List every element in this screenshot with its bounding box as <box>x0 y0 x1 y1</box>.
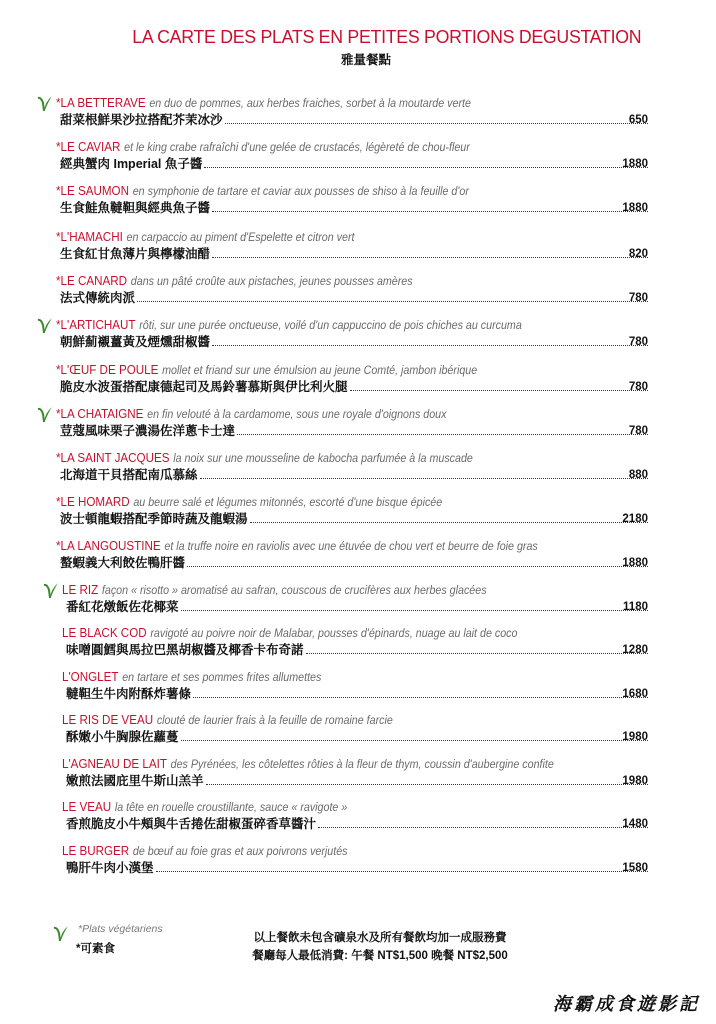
menu-item <box>0 800 716 840</box>
dish-chinese-name: 嫩煎法國庇里牛斯山羔羊 <box>66 774 204 788</box>
notes <box>210 929 550 965</box>
menu-subtitle: 雅量餐點 <box>340 53 391 67</box>
menu-item <box>0 363 716 403</box>
dish-name: L'AGNEAU DE LAIT <box>62 757 167 771</box>
dish-chinese-name: 波士頓龍蝦搭配季節時蔬及龍蝦湯 <box>60 512 248 526</box>
dish-name: *LA SAINT JACQUES <box>56 451 170 465</box>
leaf-icon <box>36 405 54 425</box>
dish-chinese-name: 韃靼生牛肉附酥炸薯條 <box>66 687 192 701</box>
dot-leader <box>206 784 648 785</box>
minimum-spend-note: 餐廳每人最低消費: 午餐 NT$1,500 晚餐 NT$2,500 <box>252 950 508 962</box>
menu-item <box>0 713 716 753</box>
menu-item <box>0 407 716 447</box>
dot-leader <box>212 211 648 212</box>
dish-price: 880 <box>628 469 648 481</box>
dish-description: des Pyrénées, les côtelettes rôties à la fleur de thym, coussin d'aubergine confite <box>170 759 554 771</box>
dish-price: 780 <box>628 381 648 393</box>
dot-leader <box>137 301 648 302</box>
menu-item <box>0 451 716 491</box>
service-charge-note: 以上餐飲未包含礦泉水及所有餐飲均加一成服務費 <box>253 932 507 944</box>
menu-item <box>0 670 716 710</box>
menu-item <box>0 626 716 666</box>
leaf-icon <box>52 924 70 944</box>
dish-chinese-name: 朝鮮薊襯薑黃及煙燻甜椒醬 <box>60 335 211 349</box>
dish-price: 650 <box>628 114 648 126</box>
menu-item <box>0 539 716 579</box>
dish-description: au beurre salé et légumes mitonnés, escorté d'une bisque épicée <box>133 497 443 509</box>
dish-description: en tartare et ses pommes frites allumettes <box>122 672 322 684</box>
dish-chinese-name: 經典蟹肉 Imperial 魚子醬 <box>60 157 203 171</box>
dot-leader <box>212 345 648 346</box>
dish-name: LE BLACK COD <box>62 626 147 640</box>
leaf-icon <box>36 316 54 336</box>
dish-description: la noix sur une mousseline de kabocha parfumée à la muscade <box>173 453 473 465</box>
menu-item <box>0 96 716 136</box>
menu-item <box>0 140 716 180</box>
dish-description: en symphonie de tartare et caviar aux pousses de shiso à la feuille d'or <box>132 186 469 198</box>
dish-description: et la truffe noire en raviolis avec une étuvée de chou vert et beurre de foie gras <box>164 541 538 553</box>
menu-item <box>0 844 716 884</box>
dish-name: LE RIS DE VEAU <box>62 713 154 727</box>
dish-name: *LE CANARD <box>56 274 128 288</box>
dish-name: L'ONGLET <box>62 670 119 684</box>
dish-name: *LA CHATAIGNE <box>56 407 144 421</box>
dish-price: 1980 <box>622 775 648 787</box>
dish-name: *LA LANGOUSTINE <box>56 539 161 553</box>
menu-item <box>0 230 716 270</box>
menu-item <box>0 583 716 623</box>
dish-price: 2180 <box>622 513 648 525</box>
dish-price: 820 <box>628 248 648 260</box>
menu-item <box>0 757 716 797</box>
dish-price: 1880 <box>622 158 648 170</box>
dot-leader <box>237 434 648 435</box>
dish-price: 1480 <box>622 818 648 830</box>
dish-description: en duo de pommes, aux herbes fraiches, sorbet à la moutarde verte <box>149 98 471 110</box>
dish-price: 1880 <box>622 557 648 569</box>
dish-price: 780 <box>628 292 648 304</box>
dot-leader <box>212 257 648 258</box>
dish-name: *L'ARTICHAUT <box>56 318 136 332</box>
dish-description: dans un pâté croûte aux pistaches, jeunes pousses amères <box>130 276 413 288</box>
dish-name: *L'HAMACHI <box>56 230 123 244</box>
dish-price: 1180 <box>623 601 648 613</box>
menu-item <box>0 184 716 224</box>
dot-leader <box>200 478 648 479</box>
menu-item <box>0 274 716 314</box>
dish-price: 1980 <box>622 731 648 743</box>
dish-price: 780 <box>628 425 648 437</box>
menu-item <box>0 495 716 535</box>
dish-name: *LA BETTERAVE <box>56 96 146 110</box>
dish-chinese-name: 香煎脆皮小牛頰與牛舌捲佐甜椒蛋碎香草醬汁 <box>66 817 317 831</box>
dish-description: rôti, sur une purée onctueuse, voilé d'un cappuccino de pois chiches au curcuma <box>139 320 522 332</box>
dish-price: 1280 <box>622 644 648 656</box>
dish-chinese-name: 北海道干貝搭配南瓜慕絲 <box>60 468 198 482</box>
dish-description: et le king crabe rafraîchi d'une gelée de crustacés, légèreté de chou-fleur <box>124 142 470 154</box>
dish-chinese-name: 鴨肝牛肉小漢堡 <box>66 861 154 875</box>
dish-name: LE BURGER <box>62 844 130 858</box>
dish-description: mollet et friand sur une émulsion au jeune Comté, jambon ibérique <box>162 365 478 377</box>
watermark-signature: 海霸成食遊影記 <box>553 994 700 1015</box>
leaf-icon <box>36 94 54 114</box>
dish-description: en carpaccio au piment d'Espelette et citron vert <box>126 232 355 244</box>
dot-leader <box>204 167 648 168</box>
dish-description: la tête en rouelle croustillante, sauce « ravigote » <box>114 802 348 814</box>
dish-name: LE RIZ <box>62 583 99 597</box>
dish-name: LE VEAU <box>62 800 112 814</box>
dot-leader <box>156 871 648 872</box>
dish-name: *L'ŒUF DE POULE <box>56 363 159 377</box>
dish-chinese-name: 脆皮水波蛋搭配康德起司及馬鈴薯慕斯與伊比利火腿 <box>60 380 348 394</box>
dish-chinese-name: 生食紅甘魚薄片與檸檬油醋 <box>60 247 211 261</box>
dish-description: façon « risotto » aromatisé au safran, couscous de crucifères aux herbes glacées <box>101 585 487 597</box>
dish-chinese-name: 法式傳統肉派 <box>60 291 136 305</box>
dish-price: 780 <box>628 336 648 348</box>
dish-name: *LE SAUMON <box>56 184 130 198</box>
dot-leader <box>181 610 648 611</box>
dish-description: ravigoté au poivre noir de Malabar, pousses d'épinards, nuage au lait de coco <box>150 628 518 640</box>
dish-name: *LE CAVIAR <box>56 140 121 154</box>
dish-price: 1680 <box>622 688 648 700</box>
dish-chinese-name: 味噌圓鱈與馬拉巴黑胡椒醬及椰香卡布奇諾 <box>66 643 304 657</box>
legend-vegetarian-cn: *可素食 <box>76 943 115 955</box>
dish-description: clouté de laurier frais à la feuille de romaine farcie <box>156 715 393 727</box>
dot-leader <box>225 123 648 124</box>
dish-chinese-name: 螯蝦義大利餃佐鴨肝醬 <box>60 556 186 570</box>
dish-name: *LE HOMARD <box>56 495 130 509</box>
dot-leader <box>193 697 648 698</box>
dish-description: de bœuf au foie gras et aux poivrons verjutés <box>132 846 348 858</box>
dish-description: en fin velouté à la cardamome, sous une royale d'oignons doux <box>147 409 447 421</box>
menu-item <box>0 318 716 358</box>
dish-chinese-name: 甜菜根鮮果沙拉搭配芥茉冰沙 <box>60 113 223 127</box>
dish-chinese-name: 番紅花燉飯佐花椰菜 <box>66 600 179 614</box>
dish-price: 1580 <box>622 862 648 874</box>
menu-title: LA CARTE DES PLATS EN PETITES PORTIONS DEGUSTATION <box>132 26 642 47</box>
dish-chinese-name: 荳蔻風味栗子濃湯佐洋蔥卡士達 <box>60 424 236 438</box>
dish-chinese-name: 酥嫩小牛胸腺佐蘿蔓 <box>66 730 179 744</box>
dish-price: 1880 <box>622 202 648 214</box>
leaf-icon <box>42 581 60 601</box>
legend-vegetarian-fr: *Plats végétariens <box>78 923 163 935</box>
dot-leader <box>181 740 648 741</box>
dot-leader <box>187 566 648 567</box>
dish-chinese-name: 生食鮭魚韃靼與經典魚子醬 <box>60 201 211 215</box>
